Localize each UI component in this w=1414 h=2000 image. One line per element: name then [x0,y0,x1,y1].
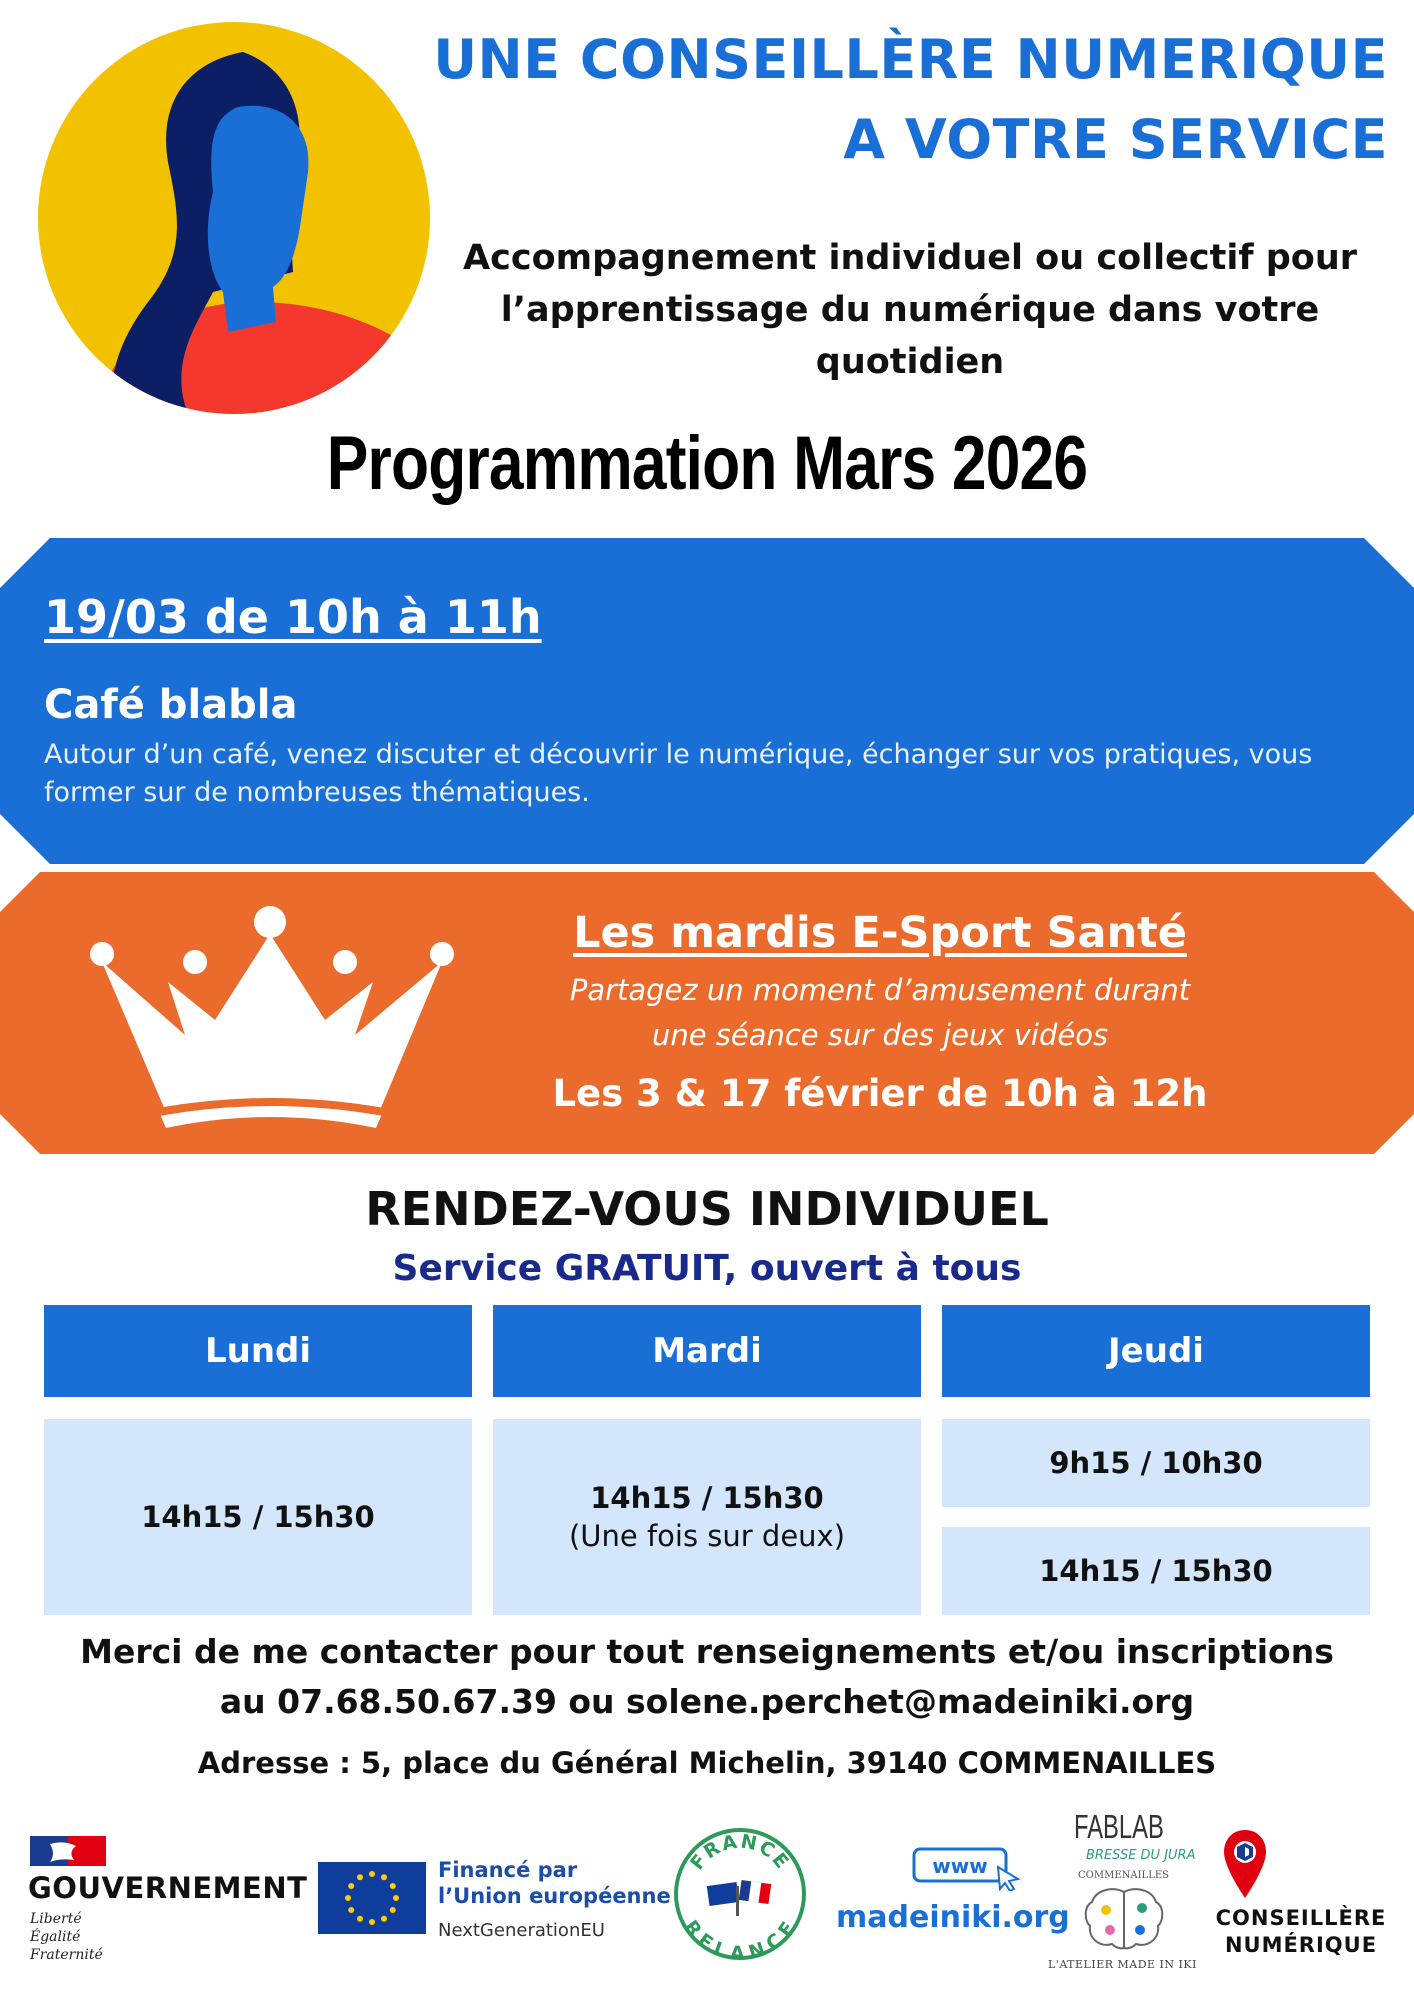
cn-logo-line1: CONSEILLÈRE [1215,1906,1387,1930]
fablab-town: COMMENAILLES [1078,1870,1169,1881]
slot-time: 14h15 / 15h30 [1039,1554,1273,1588]
relance-bottom-text: RELANCE [679,1916,801,1962]
cn-logo-line2: NUMÉRIQUE [1224,1933,1378,1957]
slot-time: 14h15 / 15h30 [590,1481,824,1515]
map-pin-icon [1222,1828,1268,1900]
eu-flag-logo [318,1862,426,1934]
eu-star [390,1883,396,1889]
fablab-title: FABLAB [1074,1808,1164,1845]
www-label: www [932,1854,988,1878]
day-header-mardi: Mardi [493,1305,921,1397]
program-title: Programmation Mars 2026 [326,421,1088,506]
esport-description-line1: Partagez un moment d’amusement durant [569,973,1191,1007]
fablab-subtitle: BRESSE DU JURA [1086,1848,1196,1863]
slot-note: (Une fois sur deux) [568,1519,846,1553]
brain-icon [1082,1886,1166,1952]
gov-motto-line: Fraternité [30,1947,103,1963]
slot-jeudi-afternoon [942,1527,1370,1615]
gov-flag-logo [30,1836,106,1866]
eu-star [369,1871,375,1877]
eu-star [369,1919,375,1925]
esport-title: Les mardis E-Sport Santé [573,908,1187,958]
cafe-title: Café blabla [44,682,298,728]
eu-star [345,1895,351,1901]
eu-funding-text [438,1857,671,1909]
eu-star [381,1874,387,1880]
website-link[interactable]: madeiniki.org [836,1900,1070,1935]
eu-funding-line2: l’Union européenne [438,1884,671,1908]
cafe-description: Autour d’un café, venez discuter et découvrir le numérique, échanger sur vos pratiques, vous former sur de nombreuses thématiques. [44,739,1313,808]
slot-jeudi-morning [942,1419,1370,1507]
day-header-jeudi: Jeudi [942,1305,1370,1397]
eu-funding-line1: Financé par [438,1858,578,1882]
eu-star [381,1916,387,1922]
gov-motto-line: Égalité [30,1929,81,1945]
france-relance-logo [672,1826,808,1962]
gov-name: GOUVERNEMENT [28,1871,308,1905]
esport-description [480,968,1280,1058]
cafe-date: 19/03 de 10h à 11h [44,590,542,644]
contact-line1: Merci de me contacter pour tout renseignements et/ou inscriptions [80,1632,1334,1671]
eu-star [393,1895,399,1901]
eu-star [348,1907,354,1913]
esport-dates: Les 3 & 17 février de 10h à 12h [552,1072,1208,1115]
eu-star [357,1916,363,1922]
slot-time: 14h15 / 15h30 [141,1500,375,1534]
gov-motto [30,1910,103,1964]
atelier-text: L'ATELIER MADE IN IKI [1048,1958,1197,1971]
page-subtitle: Accompagnement individuel ou collectif pour l’apprentissage du numérique dans votre quotidien [462,238,1358,382]
address: Adresse : 5, place du Général Michelin, 39140 COMMENAILLES [197,1746,1217,1780]
page-title-line2: A VOTRE SERVICE [843,108,1388,171]
contact-line2[interactable]: au 07.68.50.67.39 ou solene.perchet@madeiniki.org [219,1682,1195,1721]
slot-mardi [493,1419,921,1615]
slot-lundi [44,1419,472,1615]
relance-top-text: FRANCE [686,1830,794,1875]
eu-star [390,1907,396,1913]
rdv-subtitle: Service GRATUIT, ouvert à tous [392,1248,1022,1289]
day-header-lundi: Lundi [44,1305,472,1397]
gov-motto-line: Liberté [30,1911,82,1927]
crown-icon [90,900,460,1132]
eu-star [348,1883,354,1889]
page-title-line1: UNE CONSEILLÈRE NUMERIQUE [433,28,1388,91]
slot-time: 9h15 / 10h30 [1049,1446,1263,1480]
eu-nextgen-text: NextGenerationEU [438,1920,605,1941]
eu-star [357,1874,363,1880]
rdv-title: RENDEZ-VOUS INDIVIDUEL [365,1182,1049,1236]
woman-avatar-illustration [38,22,430,414]
esport-description-line2: une séance sur des jeux vidéos [651,1018,1109,1052]
www-cursor-icon [912,1845,1022,1891]
